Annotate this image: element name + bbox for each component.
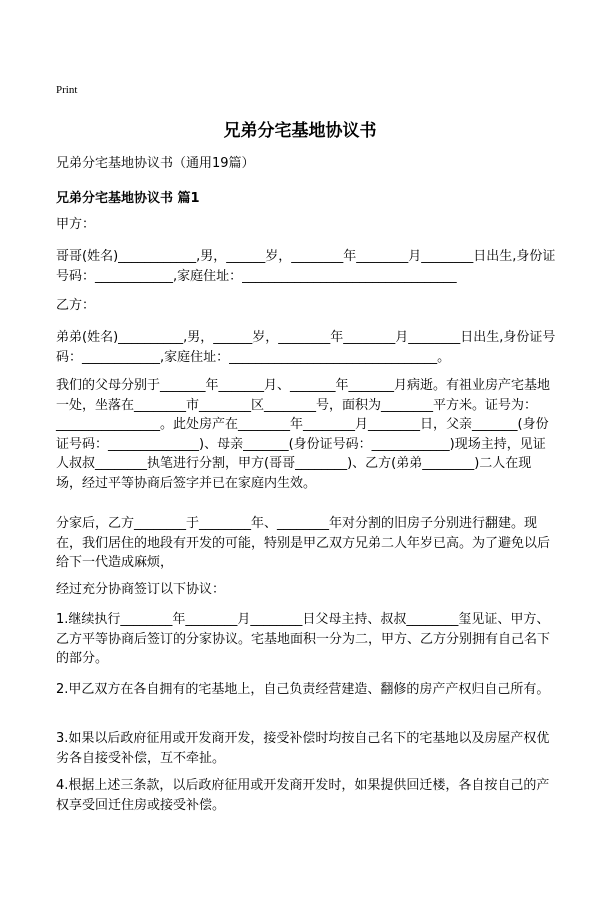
paragraph-situation: 分家后，乙方________于________年、________年对分割的旧房子分别进行翻建。现在，我们居住的地段有开发的可能，特别是甲乙双方兄弟二人年岁已高。为了避免以后给下一代造成麻烦， [56, 516, 551, 570]
party-a-label: 甲方： [56, 217, 96, 232]
party-b-label: 乙方： [56, 298, 96, 313]
clause-2: 2.甲乙双方在各自拥有的宅基地上，自己负责经营建造、翻修的房产产权归自己所有。 [56, 682, 550, 697]
paragraph-agreement-intro: 经过充分协商签订以下协议： [56, 582, 226, 597]
section-heading: 兄弟分宅基地协议书 篇1 [56, 191, 200, 206]
document-subtitle: 兄弟分宅基地协议书（通用19篇） [56, 156, 255, 171]
document-title: 兄弟分宅基地协议书 [223, 121, 377, 141]
print-label: Print [56, 84, 78, 96]
clause-3: 3.如果以后政府征用或开发商开发，接受补偿时均按自己名下的宅基地以及房屋产权优劣各自接受补偿，互不牵扯。 [56, 731, 550, 766]
party-b-details: 弟弟(姓名)__________,男，______岁，________年________月________日出生,身份证号码：____________,家庭住址：________________________________。 [56, 330, 556, 365]
clause-1: 1.继续执行________年________月________日父母主持、叔叔________玺见证、甲方、乙方平等协商后签订的分家协议。宅基地面积一分为二，甲方、乙方分别拥有自己名下的部分。 [56, 612, 551, 666]
clause-4: 4.根据上述三条款，以后政府征用或开发商开发时，如果提供回迁楼，各自按自己的产权享受回迁住房或接受补偿。 [56, 778, 550, 813]
paragraph-background: 我们的父母分别于_______年_______月、_______年_______月病逝。有祖业房产宅基地一处，坐落在________市________区________号，面积为________平方米。证号为：________________。此处房产在________年________月________日，父亲_______(身份证号码：______________)、母亲_______(身份证号码：____________)现场主持，见证人叔叔________执笔进行分割，甲方(哥哥________)、乙方(弟弟________)二人在现场，经过平等协商后签字并已在家庭内生效。 [56, 378, 551, 491]
party-a-details: 哥哥(姓名)____________,男，______岁，________年________月________日出生,身份证号码：____________,家庭住址：_________________________________ [56, 249, 556, 284]
